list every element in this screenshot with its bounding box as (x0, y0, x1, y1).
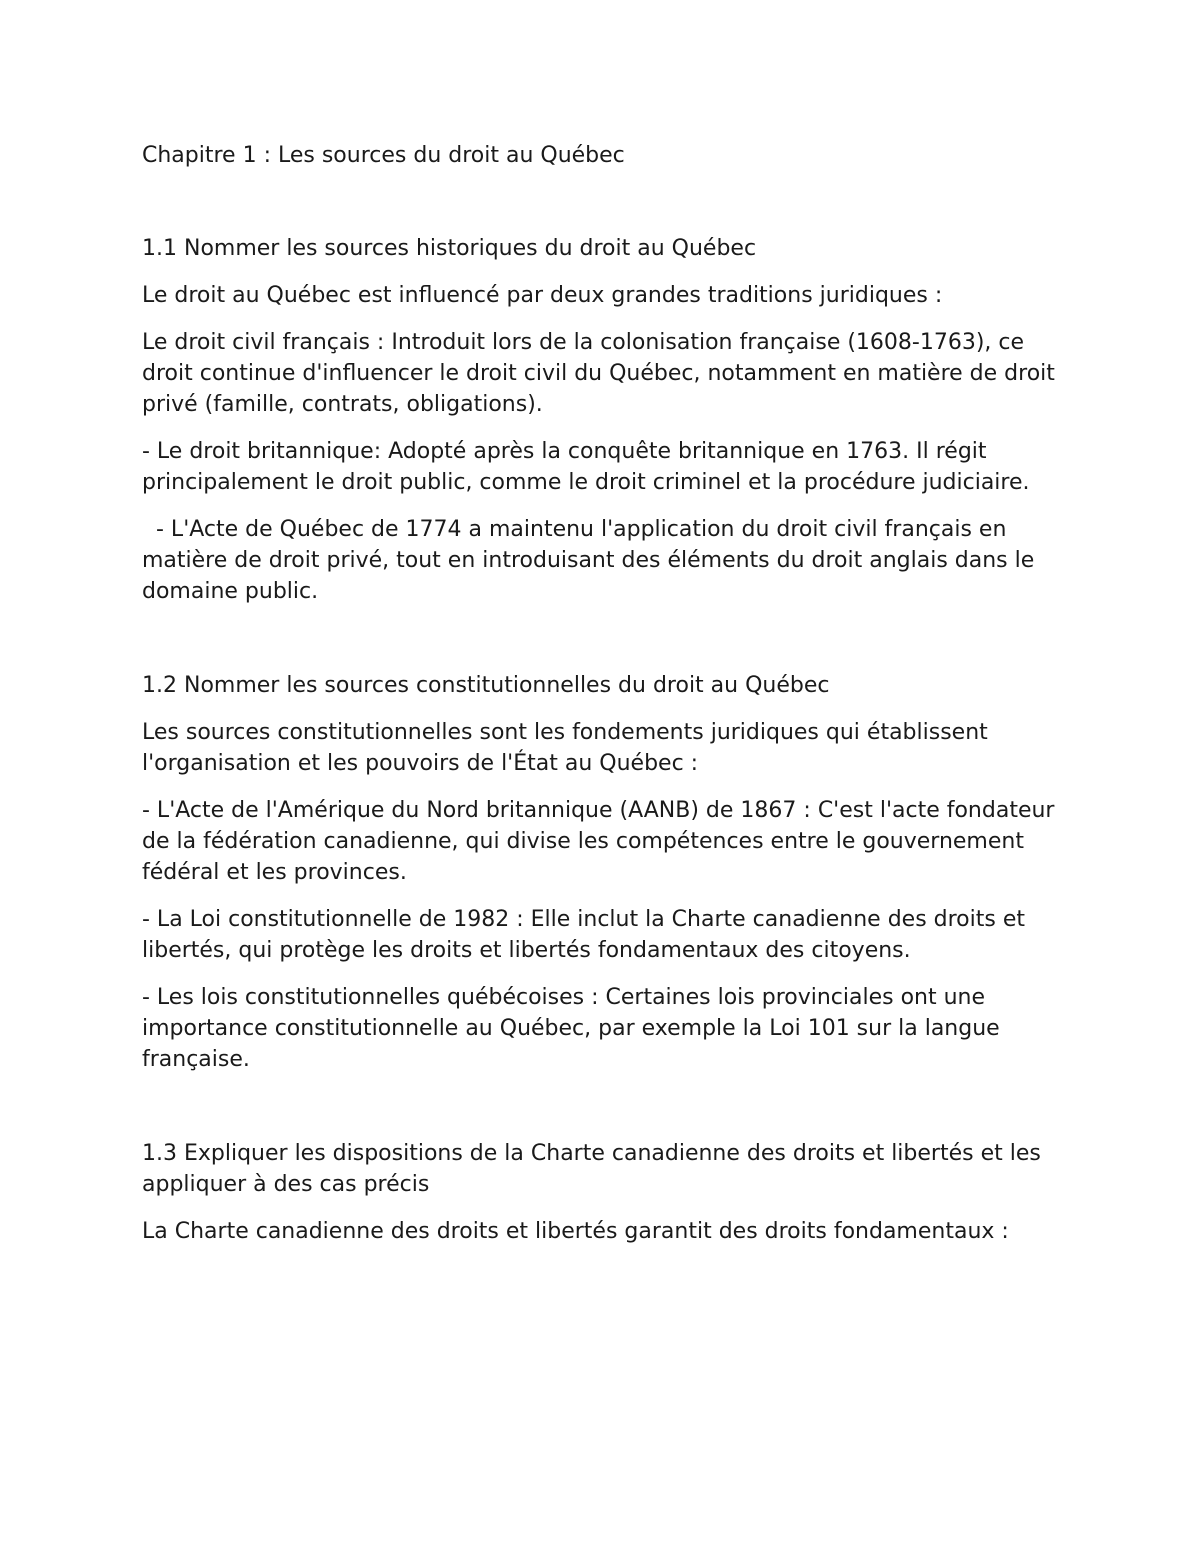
section-heading-1-1: 1.1 Nommer les sources historiques du droit au Québec (142, 236, 757, 261)
paragraph-lois-quebecoises: - Les lois constitutionnelles québécoises : Certaines lois provinciales ont une importance constitutionnelle au Québec, par exemple la Loi 101 sur la langue française. (142, 985, 1007, 1072)
paragraph-droit-civil-francais: Le droit civil français : Introduit lors de la colonisation française (1608-1763), ce droit continue d'influencer le droit civil du Québec, notamment en matière de droit privé (famille, contrats, obligations). (142, 330, 1062, 417)
paragraph-intro-traditions: Le droit au Québec est influencé par deux grandes traditions juridiques : (142, 283, 943, 308)
section-heading-1-2: 1.2 Nommer les sources constitutionnelles du droit au Québec (142, 673, 830, 698)
paragraph-loi-1982: - La Loi constitutionnelle de 1982 : Elle inclut la Charte canadienne des droits et libertés, qui protège les droits et libertés fondamentaux des citoyens. (142, 907, 1032, 963)
paragraph-droit-britannique: - Le droit britannique: Adopté après la conquête britannique en 1763. Il régit principalement le droit public, comme le droit criminel et la procédure judiciaire. (142, 439, 1030, 495)
paragraph-aanb: - L'Acte de l'Amérique du Nord britannique (AANB) de 1867 : C'est l'acte fondateur de la fédération canadienne, qui divise les compétences entre le gouvernement fédéral et les provinces. (142, 798, 1062, 885)
paragraph-charte-droits: La Charte canadienne des droits et libertés garantit des droits fondamentaux : (142, 1219, 1009, 1244)
paragraph-sources-constitutionnelles: Les sources constitutionnelles sont les fondements juridiques qui établissent l'organisation et les pouvoirs de l'État au Québec : (142, 720, 995, 776)
section-heading-1-3: 1.3 Expliquer les dispositions de la Charte canadienne des droits et libertés et les appliquer à des cas précis (142, 1141, 1048, 1197)
paragraph-acte-de-quebec: - L'Acte de Québec de 1774 a maintenu l'application du droit civil français en matière de droit privé, tout en introduisant des éléments du droit anglais dans le domaine public. (142, 517, 1042, 604)
chapter-title: Chapitre 1 : Les sources du droit au Québec (142, 143, 625, 168)
document-page (142, 140, 1067, 1263)
